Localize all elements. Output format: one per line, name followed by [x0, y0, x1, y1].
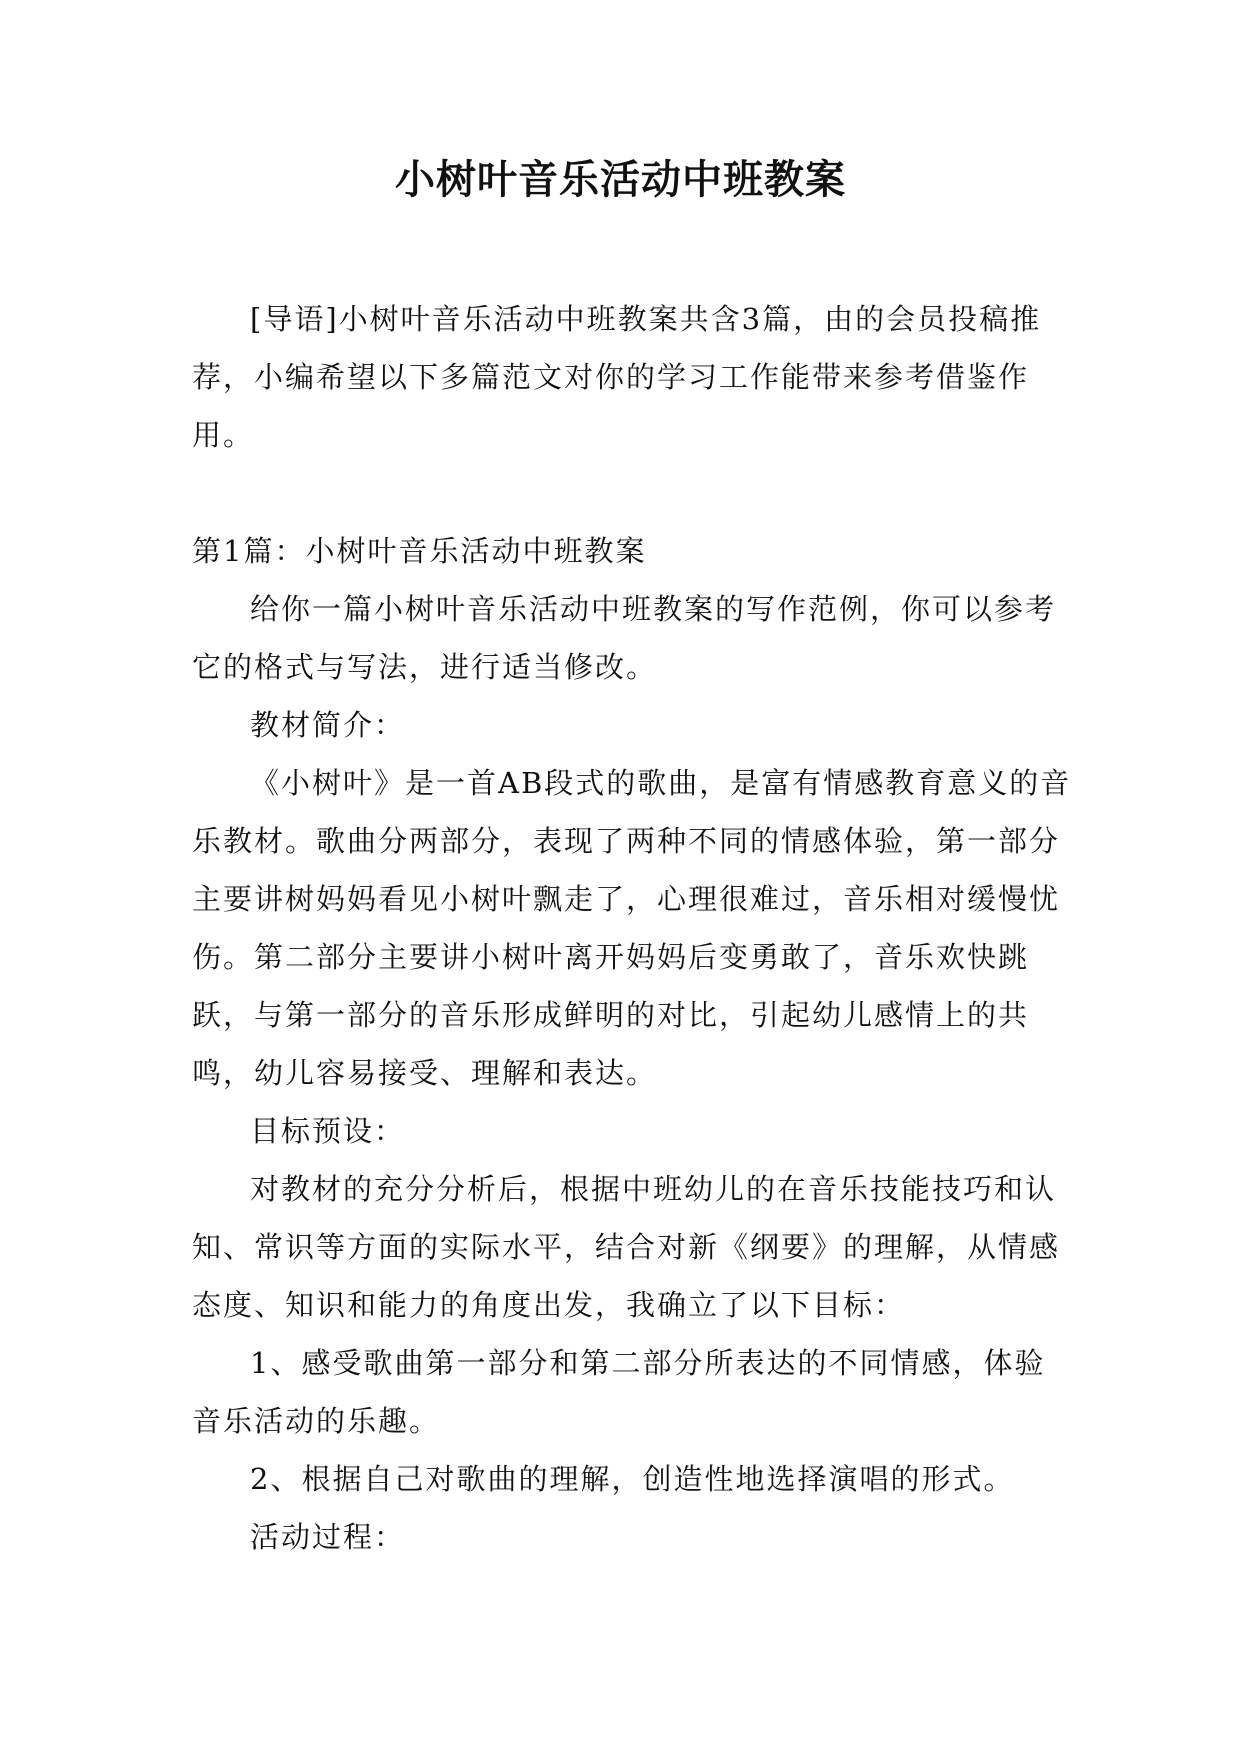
paragraph: 《小树叶》是一首AB段式的歌曲，是富有情感教育意义的音乐教材。歌曲分两部分，表现了两种不同的情感体验，第一部分主要讲树妈妈看见小树叶飘走了，心理很难过，音乐相对缓慢忧伤。第二部分主要讲小树叶离开妈妈后变勇敢了，音乐欢快跳跃，与第一部分的音乐形成鲜明的对比，引起幼儿感情上的共鸣，幼儿容易接受、理解和表达。 [192, 766, 1072, 1090]
intro-paragraph: [导语]小树叶音乐活动中班教案共含3篇，由的会员投稿推荐，小编希望以下多篇范文对你的学习工作能带来参考借鉴作用。 [192, 302, 1042, 452]
document-body [192, 290, 1072, 1566]
subheading-materials: 教材简介： [250, 708, 406, 742]
list-item: 2、根据自己对歌曲的理解，创造性地选择演唱的形式。 [250, 1462, 1015, 1496]
section-heading: 第1篇：小树叶音乐活动中班教案 [192, 534, 647, 568]
paragraph: 给你一篇小树叶音乐活动中班教案的写作范例，你可以参考它的格式与写法，进行适当修改。 [192, 592, 1057, 684]
paragraph: 对教材的充分分析后，根据中班幼儿的在音乐技能技巧和认知、常识等方面的实际水平，结合对新《纲要》的理解，从情感态度、知识和能力的角度出发，我确立了以下目标： [192, 1172, 1061, 1322]
subheading-process: 活动过程： [250, 1520, 406, 1554]
subheading-goals: 目标预设： [250, 1114, 406, 1148]
list-item: 1、感受歌曲第一部分和第二部分所表达的不同情感，体验音乐活动的乐趣。 [192, 1346, 1046, 1438]
page-title: 小树叶音乐活动中班教案 [395, 156, 846, 203]
